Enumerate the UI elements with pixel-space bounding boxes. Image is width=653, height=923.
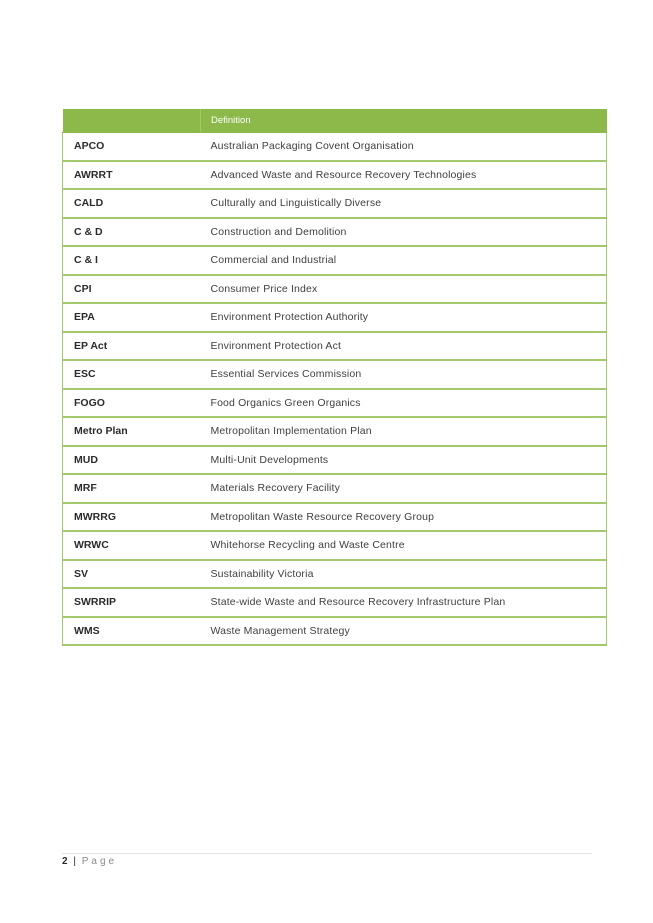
definition-cell: Consumer Price Index: [201, 275, 607, 304]
table-row: [63, 446, 607, 475]
term-cell: EPA: [63, 303, 201, 332]
term-cell: Metro Plan: [63, 417, 201, 446]
table-row: [63, 588, 607, 617]
term-cell: CPI: [63, 275, 201, 304]
table-row: [63, 503, 607, 532]
header-term-cell: [63, 109, 201, 133]
definition-cell: Construction and Demolition: [201, 218, 607, 247]
term-cell: SV: [63, 560, 201, 589]
term-cell: APCO: [63, 133, 201, 161]
definition-cell: Essential Services Commission: [201, 360, 607, 389]
table-row: [63, 417, 607, 446]
table-row: [63, 246, 607, 275]
table-row: [63, 161, 607, 190]
definition-cell: Commercial and Industrial: [201, 246, 607, 275]
definition-cell: Materials Recovery Facility: [201, 474, 607, 503]
term-cell: WMS: [63, 617, 201, 646]
term-cell: FOGO: [63, 389, 201, 418]
term-cell: MUD: [63, 446, 201, 475]
header-definition-cell: Definition: [201, 109, 607, 133]
footer-separator: |: [73, 856, 77, 867]
term-cell: C & I: [63, 246, 201, 275]
abbreviations-table: [62, 109, 607, 646]
definition-cell: Australian Packaging Covent Organisation: [201, 133, 607, 161]
footer-divider: [62, 853, 592, 854]
definition-cell: Whitehorse Recycling and Waste Centre: [201, 531, 607, 560]
page-footer: [62, 856, 117, 867]
table-row: [63, 189, 607, 218]
definition-cell: Waste Management Strategy: [201, 617, 607, 646]
term-cell: SWRRIP: [63, 588, 201, 617]
table-row: [63, 531, 607, 560]
term-cell: ESC: [63, 360, 201, 389]
term-cell: MRF: [63, 474, 201, 503]
table-row: [63, 360, 607, 389]
definition-cell: Metropolitan Waste Resource Recovery Group: [201, 503, 607, 532]
table-row: [63, 389, 607, 418]
definition-cell: Metropolitan Implementation Plan: [201, 417, 607, 446]
definition-cell: Advanced Waste and Resource Recovery Technologies: [201, 161, 607, 190]
definition-cell: Multi-Unit Developments: [201, 446, 607, 475]
table-row: [63, 474, 607, 503]
term-cell: MWRRG: [63, 503, 201, 532]
definition-cell: Culturally and Linguistically Diverse: [201, 189, 607, 218]
definition-cell: Food Organics Green Organics: [201, 389, 607, 418]
term-cell: C & D: [63, 218, 201, 247]
table-row: [63, 133, 607, 161]
table-body: [63, 133, 607, 646]
table-row: [63, 218, 607, 247]
term-cell: EP Act: [63, 332, 201, 361]
definition-cell: Environment Protection Act: [201, 332, 607, 361]
definition-cell: State-wide Waste and Resource Recovery Infrastructure Plan: [201, 588, 607, 617]
table-header-row: [63, 109, 607, 133]
page-label: Page: [81, 856, 118, 867]
page-number: 2: [62, 856, 69, 867]
term-cell: WRWC: [63, 531, 201, 560]
table-row: [63, 275, 607, 304]
table-row: [63, 560, 607, 589]
table-row: [63, 332, 607, 361]
table-row: [63, 617, 607, 646]
table-row: [63, 303, 607, 332]
term-cell: AWRRT: [63, 161, 201, 190]
definition-cell: Environment Protection Authority: [201, 303, 607, 332]
definition-cell: Sustainability Victoria: [201, 560, 607, 589]
term-cell: CALD: [63, 189, 201, 218]
